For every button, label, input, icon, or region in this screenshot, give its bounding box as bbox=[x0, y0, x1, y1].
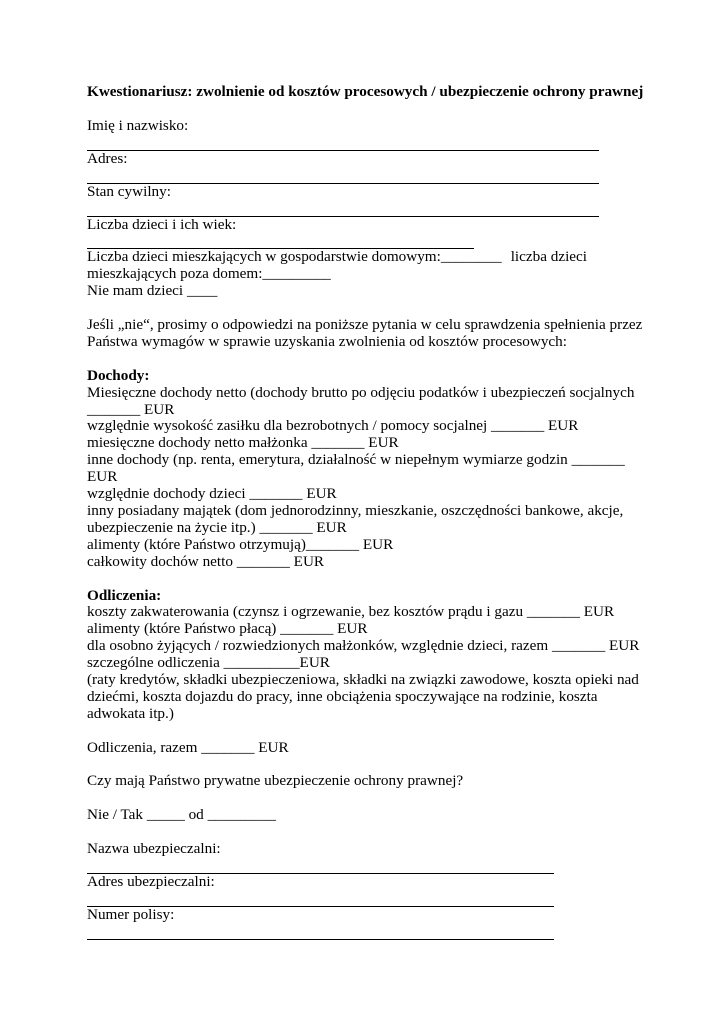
insurance-answer-line: Nie / Tak _____ od _________ bbox=[87, 806, 276, 824]
name-input-line[interactable] bbox=[87, 135, 599, 151]
deduction-note: (raty kredytów, składki ubezpieczeniowa, składki na związki zawodowe, koszta opieki nad dziećmi, koszta dojazdu do pracy, inne obciążenia spoczywające na rodzinie, koszta adwokata itp.) bbox=[87, 671, 639, 722]
document-title: Kwestionariusz: zwolnienie od kosztów procesowych / ubezpieczenie ochrony prawnej bbox=[87, 83, 644, 100]
income-line: inny posiadany majątek (dom jednorodzinny, mieszkanie, oszczędności bankowe, akcje, ubezpieczenie na życie itp.) _______ EUR bbox=[87, 501, 624, 536]
name-label: Imię i nazwisko: bbox=[87, 116, 189, 134]
income-line: Miesięczne dochody netto (dochody brutto po odjęciu podatków i ubezpieczeń socjalnych _______ EUR bbox=[87, 383, 635, 418]
insurer-address-label: Adres ubezpieczalni: bbox=[87, 872, 215, 890]
income-line: względnie dochody dzieci _______ EUR bbox=[87, 485, 337, 503]
deduction-line: dla osobno żyjących / rozwiedzionych małżonków, względnie dzieci, razem _______ EUR bbox=[87, 637, 640, 655]
deduction-line: szczególne odliczenia __________EUR bbox=[87, 654, 330, 672]
insurance-question: Czy mają Państwo prywatne ubezpieczenie ochrony prawnej? bbox=[87, 772, 464, 790]
income-line: względnie wysokość zasiłku dla bezrobotnych / pomocy socjalnej _______ EUR bbox=[87, 417, 579, 435]
policy-number-input-line[interactable] bbox=[87, 924, 554, 940]
deduction-line: koszty zakwaterowania (czynsz i ogrzewanie, bez kosztów prądu i gazu _______ EUR bbox=[87, 603, 615, 621]
marital-status-label: Stan cywilny: bbox=[87, 182, 171, 200]
insurer-address-input-line[interactable] bbox=[87, 891, 554, 907]
deductions-total: Odliczenia, razem _______ EUR bbox=[87, 738, 289, 756]
insurer-name-label: Nazwa ubezpieczalni: bbox=[87, 840, 221, 858]
children-away-label-b: mieszkających poza domem:_________ bbox=[87, 265, 331, 283]
intro-text: Jeśli „nie“, prosimy o odpowiedzi na poniższe pytania w celu sprawdzenia spełnienia przez Państwa wymagów w sprawie uzyskania zwolnienia od kosztów procesowych: bbox=[87, 316, 643, 350]
income-line: alimenty (które Państwo otrzymują)_______ EUR bbox=[87, 535, 394, 553]
income-line: całkowity dochów netto _______ EUR bbox=[87, 552, 325, 570]
children-label: Liczba dzieci i ich wiek: bbox=[87, 215, 237, 233]
children-away-label-a: liczba dzieci bbox=[510, 248, 587, 266]
no-children-line: Nie mam dzieci ____ bbox=[87, 282, 218, 300]
questionnaire bbox=[87, 84, 647, 940]
income-line: miesięczne dochody netto małżonka _______ EUR bbox=[87, 434, 399, 452]
address-label: Adres: bbox=[87, 149, 128, 167]
deduction-line: alimenty (które Państwo płacą) _______ EUR bbox=[87, 620, 368, 638]
policy-number-label: Numer polisy: bbox=[87, 905, 175, 923]
children-home-label: Liczba dzieci mieszkających w gospodarstwie domowym:________ bbox=[87, 248, 502, 266]
marital-status-input-line[interactable] bbox=[87, 201, 599, 217]
children-home-row bbox=[87, 249, 587, 266]
insurer-name-input-line[interactable] bbox=[87, 858, 554, 874]
income-line: inne dochody (np. renta, emerytura, działalność w niepełnym wymiarze godzin _______ EUR bbox=[87, 451, 625, 486]
address-input-line[interactable] bbox=[87, 168, 599, 184]
children-input-line[interactable] bbox=[87, 233, 474, 249]
deductions-heading: Odliczenia: bbox=[87, 586, 162, 604]
income-heading: Dochody: bbox=[87, 366, 150, 384]
